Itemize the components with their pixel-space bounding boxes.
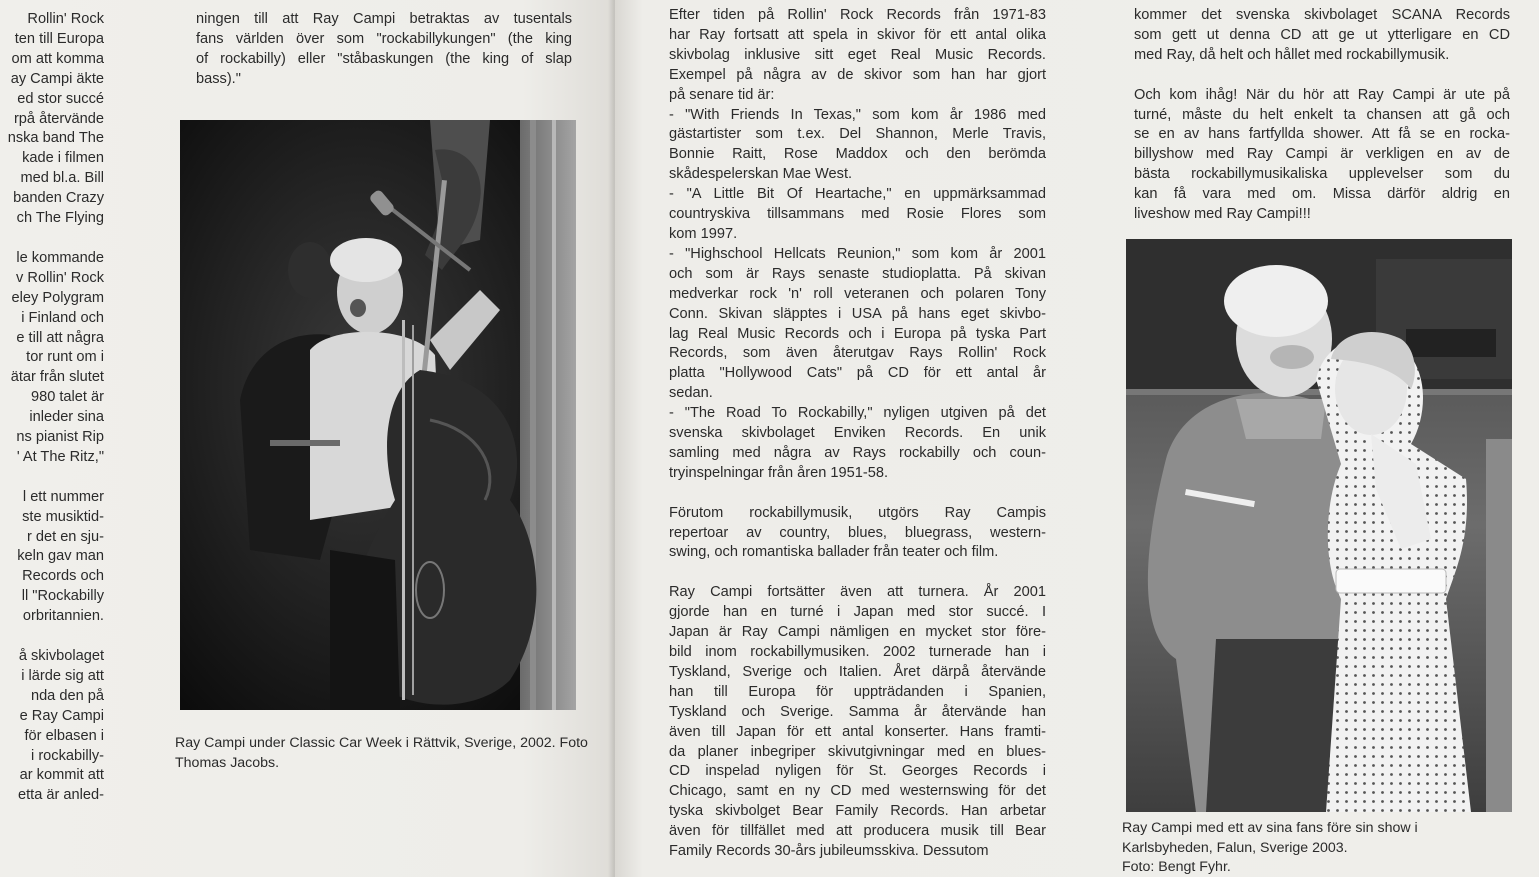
text-line: billyshow med Ray Campi är verkligen en av de: [1134, 146, 1510, 163]
text-line: samling med några av Rays rockabilly och coun-: [669, 444, 1046, 461]
text-line: - "The Road To Rockabilly," nyligen utgiven på det: [669, 405, 1046, 422]
paragraph-reminder: [1134, 86, 1510, 225]
text-line: Tyskland och Sverige. Samma år återvände han: [669, 703, 1046, 720]
text-line: Records, som även återutgav Rays Rollin' Rock: [669, 345, 1046, 362]
text-line: i Finland och: [21, 309, 104, 326]
text-line: ch The Flying: [16, 210, 104, 227]
text-line: på senare tid är:: [669, 86, 775, 103]
right-page: [615, 0, 1539, 877]
text-line: har Ray fortsatt att spela in skivor för ett antal olika: [669, 26, 1046, 43]
text-line: Tyskland, Sverige och Italien. Året därpå återvände: [669, 663, 1046, 680]
text-line: ätar från slutet: [10, 369, 104, 386]
text-line: tryinspelningar från åren 1951-58.: [669, 464, 889, 481]
text-line: ll "Rockabilly: [21, 588, 104, 605]
text-line: gjorde han en turné i Japan med stor succé. I: [669, 604, 1046, 621]
text-line: Rollin' Rock: [27, 11, 104, 27]
text-line: med Ray, då helt och hållet med rockabillymusik.: [1134, 46, 1450, 63]
text-line: ay Campi äkte: [10, 70, 104, 87]
cut-off-text-column: [0, 10, 104, 806]
text-line: och som är Rays senaste studioplatta. På skivan: [669, 265, 1046, 282]
text-line: etta är anled-: [18, 787, 104, 804]
text-line: l ett nummer: [22, 488, 104, 505]
text-line: Förutom rockabillymusik, utgörs Ray Campis: [669, 504, 1046, 521]
paragraph-discography: [669, 6, 1046, 484]
text-line: medverkar rock 'n' roll veteranen och polaren Tony: [669, 285, 1046, 302]
text-line: da planer inbegriper skivutgivningar med en blues-: [669, 743, 1046, 760]
text-line: även för tillfället med att producera musik till Bear: [669, 823, 1046, 840]
concert-photo: [180, 120, 576, 710]
text-line: Chicago, samt en ny CD med westernswing för det: [669, 783, 1046, 800]
text-line: skådespelerskan Mae West.: [669, 166, 853, 183]
text-line: även till Japan för ett antal konserter. Hans framti-: [669, 723, 1046, 740]
text-line: nska band The: [7, 130, 104, 147]
text-line: skivbolag inklusive sitt eget Real Music Records.: [669, 46, 1046, 63]
paragraph-scana: [1134, 6, 1510, 66]
text-line: v Rollin' Rock: [16, 269, 104, 286]
text-line: i rockabilly-: [31, 747, 104, 764]
text-line: ' At The Ritz,": [16, 448, 104, 465]
text-line: le kommande: [16, 249, 104, 266]
text-line: 980 talet är: [30, 389, 104, 406]
photo-caption-2: [1122, 819, 1522, 877]
text-line: - "With Friends In Texas," som kom år 1986 med: [669, 106, 1046, 123]
text-line: Family Records 30-års jubileumsskiva. Dessutom: [669, 843, 989, 860]
text-line: som gett ut denna CD att ge ut ytterligare en CD: [1134, 26, 1510, 43]
text-line: i lärde sig att: [21, 667, 104, 684]
text-line: ed stor succé: [17, 90, 104, 107]
text-line: ningen till att Ray Campi betraktas av tusentals: [196, 11, 572, 27]
fan-photo: [1126, 239, 1512, 812]
text-line: platta "Hollywood Cats" på CD för ett antal år: [669, 365, 1046, 382]
text-line: swing, och romantiska ballader från teater och film.: [669, 544, 999, 561]
text-line: kom 1997.: [669, 225, 738, 242]
text-column-d: [1134, 6, 1510, 225]
text-line: - "A Little Bit Of Heartache," en uppmärksammad: [669, 186, 1046, 203]
text-line: [0, 229, 104, 249]
text-line: eley Polygram: [11, 289, 104, 306]
text-line: ten till Europa: [14, 30, 104, 47]
text-line: Conn. Skivan släpptes i USA på hans eget skivbo-: [669, 305, 1046, 322]
text-line: liveshow med Ray Campi!!!: [1134, 206, 1311, 223]
text-line: e till att några: [16, 329, 104, 346]
text-line: kan få vara med om. Missa därför aldrig en: [1134, 186, 1510, 203]
paragraph: [196, 10, 572, 90]
text-line: Efter tiden på Rollin' Rock Records från 1971-83: [669, 7, 1046, 23]
text-line: Bonnie Raitt, Rose Maddox och den berömda: [669, 146, 1046, 163]
text-line: ns pianist Rip: [16, 429, 104, 446]
paragraph-repertoire: [669, 504, 1046, 564]
text-line: e Ray Campi: [19, 707, 104, 724]
text-line: bild inom rockabillymusiken. 2002 turnerade han i: [669, 643, 1046, 660]
text-line: of rockabilly) eller "ståbaskungen (the king of slap: [196, 50, 572, 67]
text-line: - "Highschool Hellcats Reunion," som kom år 2001: [669, 245, 1046, 262]
text-line: Exempel på några av de skivor som han har gjort: [669, 66, 1046, 83]
text-line: med bl.a. Bill: [20, 170, 104, 187]
text-line: r det en sju-: [26, 528, 104, 545]
paragraph-touring: [669, 583, 1046, 862]
text-line: kade i filmen: [22, 150, 104, 167]
photo-caption-1: Ray Campi under Classic Car Week i Rättvik, Sverige, 2002. Foto Thomas Jacobs.: [175, 735, 588, 771]
text-line: tor runt om i: [26, 349, 104, 366]
text-line: banden Crazy: [13, 190, 104, 207]
text-line: bästa rockabillymusikaliska upplevelser som du: [1134, 166, 1510, 183]
text-line: bass).": [196, 70, 241, 87]
text-line: lag Real Music Records och i Europa på tyska Part: [669, 325, 1046, 342]
text-column-b: [196, 10, 572, 90]
text-line: Records och: [22, 568, 104, 585]
text-line: fans världen över som "rockabillykungen" (the king: [196, 30, 572, 47]
text-line: Och kom ihåg! När du hör att Ray Campi är ute på: [1134, 86, 1510, 103]
text-line: turné, måste du helt enkelt ta chansen att gå och: [1134, 106, 1510, 123]
text-line: svenska skivbolaget Enviken Records. En unik: [669, 425, 1046, 442]
text-line: [0, 468, 104, 488]
text-line: nda den på: [30, 687, 104, 704]
text-line: Japan är Ray Campi nämligen en mycket stor före-: [669, 624, 1046, 641]
text-line: å skivbolaget: [18, 648, 104, 664]
text-line: ste musiktid-: [22, 508, 104, 525]
text-line: se en av hans fartfyllda shower. Att få se en rocka-: [1134, 126, 1510, 143]
text-line: ar kommit att: [19, 767, 104, 784]
text-line: orbritannien.: [22, 608, 104, 625]
text-line: kommer det svenska skivbolaget SCANA Records: [1134, 7, 1510, 23]
text-line: inleder sina: [29, 409, 104, 426]
text-line: repertoar av country, blues, bluegrass, western-: [669, 524, 1046, 541]
text-line: countryskiva tillsammans med Rosie Flores som: [669, 206, 1046, 223]
text-line: CD inspelad nyligen för St. Georges Records i: [669, 763, 1046, 780]
text-line: gästartister som t.ex. Del Shannon, Merle Travis,: [669, 126, 1046, 143]
text-line: om att komma: [11, 50, 104, 67]
caption-line: Karlsbyheden, Falun, Sverige 2003.: [1122, 839, 1348, 856]
text-line: keln gav man: [17, 548, 104, 565]
text-line: tyska skivbolget Bear Family Records. Han arbetar: [669, 803, 1046, 820]
left-page: [0, 0, 615, 877]
caption-line: Foto: Bengt Fyhr.: [1122, 859, 1231, 876]
text-column-c: [669, 6, 1046, 862]
text-line: Ray Campi fortsätter även att turnera. År 2001: [669, 584, 1046, 601]
text-line: han till Europa för uppträdanden i Spanien,: [669, 683, 1046, 700]
text-line: sedan.: [669, 385, 713, 402]
text-line: för elbasen i: [24, 727, 104, 744]
text-line: [0, 627, 104, 647]
text-line: rpå återvände: [13, 110, 104, 127]
caption-line: Ray Campi med ett av sina fans före sin show i: [1122, 820, 1418, 836]
